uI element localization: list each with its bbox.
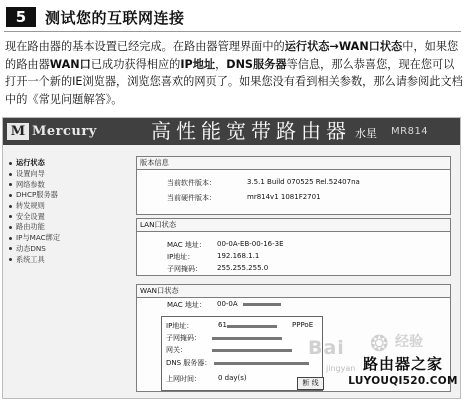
nav-item-routing[interactable] bbox=[9, 222, 124, 233]
field-label: 当前硬件版本： bbox=[167, 194, 216, 202]
router-nav-menu bbox=[9, 158, 124, 265]
bullet-icon bbox=[9, 237, 12, 240]
bullet-icon bbox=[9, 226, 12, 229]
model-name: MR814 bbox=[391, 126, 429, 137]
site-name: 路由器之家 bbox=[362, 355, 443, 373]
paw-icon: ❂ bbox=[370, 332, 389, 357]
nav-label: 转发规则 bbox=[16, 201, 45, 211]
bullet-icon bbox=[9, 173, 12, 176]
router-header bbox=[3, 118, 460, 145]
panel-title: 版本信息 bbox=[137, 157, 450, 170]
nav-item-status[interactable] bbox=[9, 158, 124, 169]
nav-label: IP与MAC绑定 bbox=[16, 233, 61, 243]
field-value: 00-0A-EB-00-16-3E bbox=[217, 240, 284, 248]
nav-item-security[interactable] bbox=[9, 211, 124, 222]
field-value: 0 day(s) bbox=[218, 374, 247, 382]
panel-title: WAN口状态 bbox=[137, 285, 450, 298]
bullet-icon bbox=[9, 247, 12, 250]
nav-label: DHCP服务器 bbox=[16, 190, 58, 200]
redacted-value bbox=[243, 303, 281, 306]
version-info-panel bbox=[136, 156, 451, 215]
nav-label: 网络参数 bbox=[16, 179, 45, 189]
redacted-value bbox=[214, 362, 309, 365]
site-url: LUYOUQI520.COM bbox=[348, 375, 458, 387]
field-label: MAC 地址： bbox=[167, 301, 206, 309]
intro-text: ， bbox=[215, 57, 227, 71]
intro-bold-wan: WAN口 bbox=[49, 57, 91, 71]
field-label: 当前软件版本： bbox=[167, 179, 216, 187]
field-label: 网关： bbox=[166, 346, 187, 354]
field-label: MAC 地址： bbox=[167, 241, 206, 249]
field-label: 上网时间： bbox=[166, 375, 201, 383]
mercury-logo bbox=[7, 122, 121, 141]
nav-item-network[interactable] bbox=[9, 179, 124, 190]
nav-item-system-tools[interactable] bbox=[9, 254, 124, 265]
bullet-icon bbox=[9, 194, 12, 197]
bullet-icon bbox=[9, 205, 12, 208]
intro-paragraph bbox=[5, 38, 463, 108]
site-watermark bbox=[343, 353, 463, 387]
nav-item-forwarding[interactable] bbox=[9, 201, 124, 212]
nav-item-ip-mac-binding[interactable] bbox=[9, 233, 124, 244]
bullet-icon bbox=[9, 258, 12, 261]
intro-bold-wan-status: 运行状态→WAN口状态 bbox=[284, 40, 403, 53]
connection-type: PPPoE bbox=[292, 321, 314, 329]
step-number: 5 bbox=[6, 7, 36, 27]
logo-text: Mercury bbox=[32, 124, 97, 139]
lan-status-panel bbox=[136, 218, 451, 276]
field-value: 61 bbox=[218, 321, 227, 329]
nav-item-dhcp[interactable] bbox=[9, 190, 124, 201]
field-label: IP地址： bbox=[166, 322, 194, 330]
panel-title: LAN口状态 bbox=[137, 219, 450, 232]
intro-text: 现在路由器的基本设置已经完成。在路由器管理界面中的 bbox=[5, 40, 285, 53]
redacted-value bbox=[212, 349, 292, 352]
watermark-text: Bai bbox=[308, 337, 345, 359]
bullet-icon bbox=[9, 215, 12, 218]
field-label: IP地址： bbox=[167, 253, 195, 261]
nav-label: 系统工具 bbox=[16, 254, 45, 264]
intro-bold-dns: DNS服务器 bbox=[226, 57, 287, 71]
nav-label: 动态DNS bbox=[16, 243, 46, 253]
nav-label: 设置向导 bbox=[16, 169, 45, 179]
nav-label: 安全设置 bbox=[16, 211, 45, 221]
router-banner-title: 高性能宽带路由器 bbox=[151, 119, 351, 143]
redacted-value bbox=[227, 325, 277, 328]
field-value: 3.5.1 Build 070525 Rel.52407na bbox=[247, 178, 360, 186]
baidu-cn-watermark: 经验 bbox=[395, 334, 423, 350]
intro-text: 已成功获得相应的 bbox=[90, 57, 181, 71]
nav-item-wizard[interactable] bbox=[9, 169, 124, 180]
field-value: 255.255.255.0 bbox=[217, 264, 269, 272]
intro-text: 等信息，那么恭喜您，现在您可以打开一个新的IE浏览器，浏览您喜欢的网页了。如果您没有看到相关参数，那么请参阅此文档中的《常见问题解答》。 bbox=[5, 57, 463, 106]
intro-bold-ip: IP地址 bbox=[180, 57, 216, 71]
step-title: 测试您的互联网连接 bbox=[45, 8, 185, 27]
nav-label: 运行状态 bbox=[16, 158, 45, 168]
field-value: 00-0A bbox=[217, 300, 238, 308]
field-label: DNS 服务器： bbox=[166, 359, 212, 367]
logo-mark: M bbox=[7, 123, 29, 140]
nav-label: 路由功能 bbox=[16, 222, 45, 232]
field-label: 子网掩码： bbox=[166, 334, 201, 342]
jingyan-watermark: jingyan bbox=[326, 364, 356, 373]
field-value: 192.168.1.1 bbox=[217, 252, 260, 260]
divider bbox=[4, 31, 461, 32]
disconnect-button[interactable]: 断 线 bbox=[297, 377, 324, 390]
field-label: 子网掩码： bbox=[167, 265, 202, 273]
redacted-value bbox=[212, 337, 282, 340]
intro-text: 中，如果您的路由器 bbox=[5, 40, 459, 71]
field-value: mr814v1 1081F2701 bbox=[247, 193, 321, 201]
bullet-icon bbox=[9, 162, 12, 165]
brand-name: 水星 bbox=[355, 127, 377, 140]
nav-item-ddns[interactable] bbox=[9, 244, 124, 255]
bullet-icon bbox=[9, 183, 12, 186]
step-heading bbox=[6, 6, 185, 28]
